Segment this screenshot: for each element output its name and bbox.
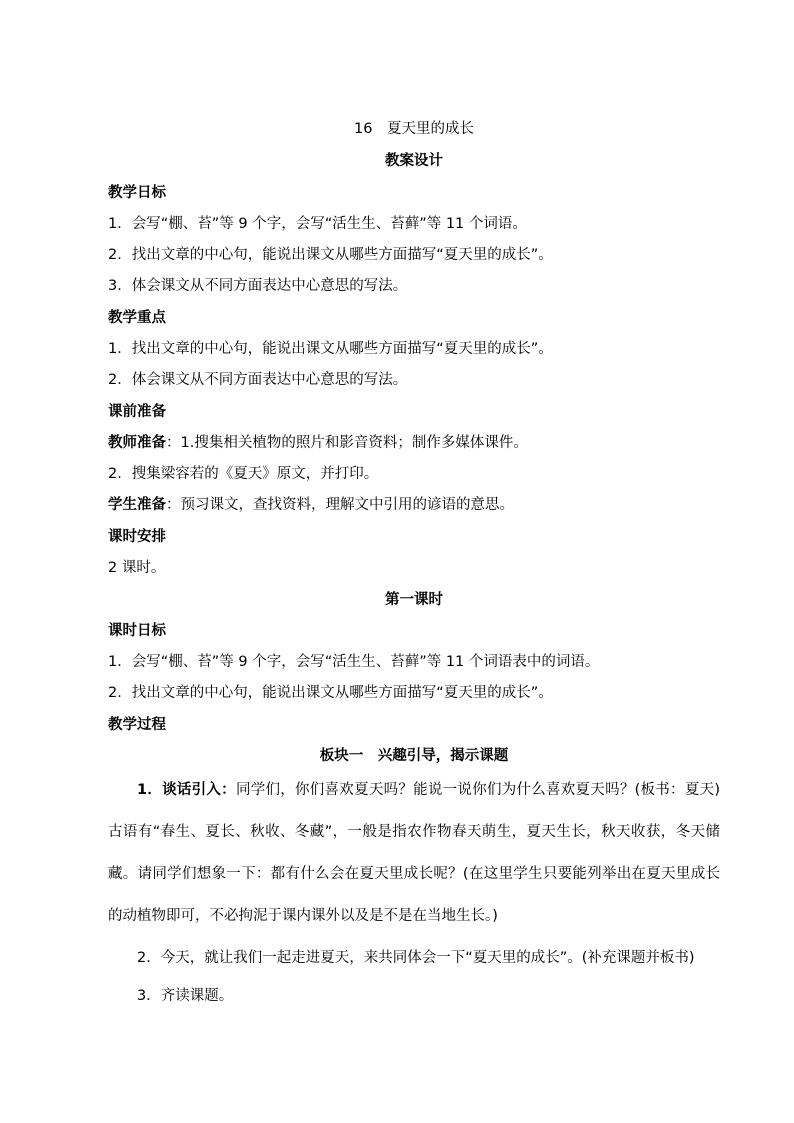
prep-heading: 课前准备 <box>108 404 166 420</box>
objective-item: 1．会写“棚、苔”等 9 个字，会写“活生生、苔藓”等 11 个词语。 <box>108 216 527 232</box>
paragraph-1-text: 同学们，你们喜欢夏天吗？能说一说你们为什么喜欢夏天吗？(板书：夏天)古语有“春生、夏长、秋收、冬藏”，一般是指农作物春天萌生，夏天生长，秋天收获，冬天储藏。请同学们想象一下：都有什么会在夏天里成长呢？(在这里学生只要能列举出在夏天里成长的动植物即可，不必拘泥于课内课外以及是不是在当地生长。) <box>108 782 721 924</box>
teacher-prep-text: ：1.搜集相关植物的照片和影音资料；制作多媒体课件。 <box>166 435 528 451</box>
student-prep <box>108 495 720 515</box>
lesson1-heading: 第一课时 <box>385 592 443 608</box>
process-heading: 教学过程 <box>108 717 166 733</box>
key-point-item: 2．体会课文从不同方面表达中心意思的写法。 <box>108 372 408 388</box>
block-heading: 板块一 兴趣引导，揭示课题 <box>319 748 509 764</box>
key-points-heading: 教学重点 <box>108 310 166 326</box>
student-prep-text: ：预习课文，查找资料，理解文中引用的谚语的意思。 <box>166 497 514 513</box>
paragraph-3: 3．齐读课题。 <box>137 988 234 1004</box>
teacher-prep <box>108 433 720 453</box>
lesson1-objective-item: 1．会写“棚、苔”等 9 个字，会写“活生生、苔藓”等 11 个词语表中的词语。 <box>108 654 600 670</box>
student-prep-label: 学生准备 <box>108 497 166 513</box>
lesson1-objective-item: 2．找出文章的中心句，能说出课文从哪些方面描写“夏天里的成长”。 <box>108 685 553 701</box>
paragraph-2: 2．今天，就让我们一起走进夏天，来共同体会一下“夏天里的成长”。(补充课题并板书) <box>137 950 695 966</box>
document-subtitle: 教案设计 <box>385 153 443 169</box>
paragraph-1-label: 1．谈话引入： <box>137 782 236 798</box>
teacher-prep-2: 2．搜集梁容若的《夏天》原文，并打印。 <box>108 466 379 482</box>
schedule-text: 2 课时。 <box>108 560 166 576</box>
objectives-heading: 教学日标 <box>108 185 166 201</box>
lesson1-objectives-heading: 课时日标 <box>108 623 166 639</box>
key-point-item: 1．找出文章的中心句，能说出课文从哪些方面描写“夏天里的成长”。 <box>108 341 553 357</box>
document-title: 16 夏天里的成长 <box>354 121 474 137</box>
objective-item: 3．体会课文从不同方面表达中心意思的写法。 <box>108 278 408 294</box>
teacher-prep-label: 教师准备 <box>108 435 166 451</box>
schedule-heading: 课时安排 <box>108 529 166 545</box>
objective-item: 2．找出文章的中心句，能说出课文从哪些方面描写“夏天里的成长”。 <box>108 247 553 263</box>
paragraph-1 <box>108 769 720 937</box>
